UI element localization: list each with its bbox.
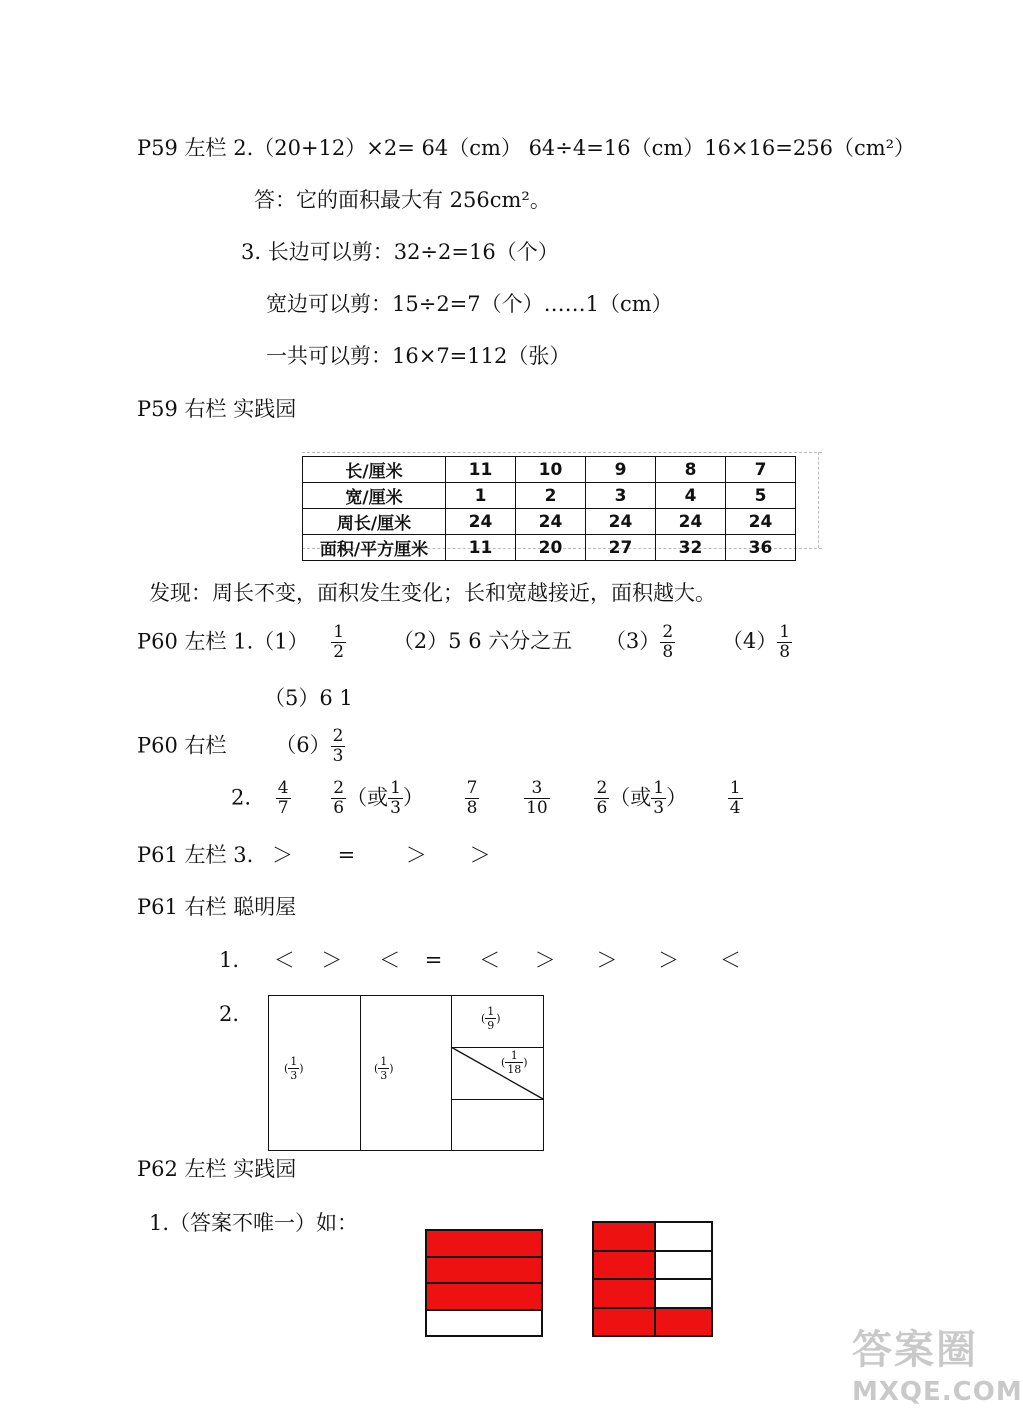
divider-line: [451, 1099, 543, 1100]
q2-label: 2.: [219, 1002, 240, 1026]
fraction: [777, 624, 792, 662]
table-row: [303, 457, 796, 483]
comparison-symbol: ＞: [469, 843, 491, 867]
or-open: （或: [609, 785, 652, 810]
empty-cell: [655, 1279, 712, 1308]
diagonal-line: [451, 1047, 543, 1099]
row-label: 面积/平方厘米: [303, 535, 446, 561]
fraction-diagram: [268, 995, 544, 1151]
comparison-symbol: ＞: [596, 948, 618, 972]
watermark-title: 答案圈: [852, 1327, 978, 1373]
comparison-symbol: ＞: [271, 843, 293, 867]
denominator: 8: [662, 641, 674, 662]
table-cell: 2: [516, 483, 586, 509]
empty-cell: [655, 1251, 712, 1279]
table-cell: 11: [446, 457, 516, 483]
fraction: [331, 728, 346, 766]
comparison-symbol: =: [424, 948, 443, 972]
table-cell: 11: [446, 535, 516, 561]
shaded-cell: [593, 1222, 655, 1251]
numerator: 1: [729, 778, 741, 798]
shaded-cell: [593, 1279, 655, 1308]
table-cell: 24: [656, 509, 726, 535]
shaded-cell: [426, 1283, 542, 1310]
table-cell: 9: [586, 457, 656, 483]
comparison-symbol: ＞: [658, 948, 680, 972]
comparison-symbol: ＜: [719, 948, 741, 972]
table-cell: 3: [586, 483, 656, 509]
rectangle-data-table: [302, 456, 796, 561]
shaded-cell: [593, 1251, 655, 1279]
denominator: 6: [333, 797, 345, 818]
or-close: ）: [666, 785, 688, 810]
numerator: 1: [653, 778, 665, 798]
table-guide-right: [818, 452, 819, 548]
fraction: [331, 624, 346, 662]
fraction: [465, 780, 480, 818]
comparison-symbol: ＞: [321, 948, 343, 972]
row-label: 周长/厘米: [303, 509, 446, 535]
divider-line: [360, 996, 361, 1150]
shaded-cell: [426, 1230, 542, 1257]
denominator: 8: [466, 797, 478, 818]
row-label: 宽/厘米: [303, 483, 446, 509]
fraction: [288, 1056, 299, 1081]
table-cell: 24: [516, 509, 586, 535]
table-cell: 24: [586, 509, 656, 535]
p61-left-prefix: P61 左栏 3.: [137, 843, 254, 867]
table-cell: 5: [726, 483, 796, 509]
denominator: 3: [290, 1068, 298, 1082]
fraction: [594, 780, 609, 818]
table-cell: 10: [516, 457, 586, 483]
table-cell: 1: [446, 483, 516, 509]
comparison-symbol: ＜: [273, 948, 295, 972]
or-open: （或: [346, 785, 389, 810]
p62-left-heading: P62 左栏 实践园: [137, 1157, 297, 1181]
p60-part6: （6）: [275, 733, 331, 758]
empty-cell: [426, 1310, 542, 1336]
fraction: [378, 1056, 389, 1081]
denominator: 10: [526, 797, 548, 818]
numerator: 1: [779, 622, 791, 642]
denominator: 2: [333, 641, 345, 662]
table-guide-top: [302, 452, 822, 453]
comparison-symbol: =: [337, 843, 356, 867]
fraction: [485, 1006, 496, 1031]
table-cell: 8: [656, 457, 726, 483]
shaded-grid-2: [592, 1221, 713, 1337]
fraction: [660, 624, 675, 662]
table-cell: 4: [656, 483, 726, 509]
numerator: 2: [596, 778, 608, 798]
shaded-cell: [593, 1308, 655, 1336]
denominator: 9: [487, 1018, 495, 1032]
denominator: 18: [507, 1062, 522, 1076]
denominator: 7: [277, 797, 289, 818]
shaded-cell: [655, 1308, 712, 1336]
p59-right-heading: P59 右栏 实践园: [137, 397, 297, 421]
comparison-symbol: ＜: [379, 948, 401, 972]
table-cell: 7: [726, 457, 796, 483]
fraction: [728, 780, 743, 818]
p60-part2: （2）5 6 六分之五: [392, 629, 573, 654]
table-row: [303, 509, 796, 535]
table-cell: 20: [516, 535, 586, 561]
fraction: [276, 780, 291, 818]
p60-left-prefix: P60 左栏 1.（1）: [137, 629, 309, 654]
fraction: [331, 780, 346, 818]
p59-answer-line: 答：它的面积最大有 256cm²。: [254, 188, 551, 212]
numerator: 1: [290, 1055, 298, 1068]
comparison-symbol: ＜: [479, 948, 501, 972]
watermark-url: MXQE.COM: [852, 1377, 1023, 1407]
p60-part3: （3）: [604, 629, 661, 654]
p60-left-line: [137, 624, 792, 662]
or-close: ）: [402, 785, 424, 810]
denominator: 3: [380, 1068, 388, 1082]
q2-label: 2.: [231, 785, 252, 810]
p60-right-line: [137, 728, 345, 766]
numerator: 1: [380, 1055, 388, 1068]
row-label: 长/厘米: [303, 457, 446, 483]
comparison-symbol: ＞: [405, 843, 427, 867]
numerator: 7: [466, 778, 478, 798]
p60-right-prefix: P60 右栏: [137, 733, 227, 758]
numerator: 1: [487, 1005, 495, 1018]
comparison-symbol: ＞: [534, 948, 556, 972]
denominator: 3: [332, 745, 344, 766]
fraction: [651, 780, 666, 818]
table-row: [303, 535, 796, 561]
p59-left-line: P59 左栏 2.（20+12）×2= 64（cm） 64÷4=16（cm）16×16=256（cm²）: [137, 136, 916, 160]
region-label-d: ( $\frac{1}{18}$ ): [501, 1049, 528, 1076]
denominator: 8: [779, 641, 791, 662]
p60-part5: （5）6 1: [264, 686, 353, 710]
q3-total-line: 一共可以剪：16×7=112（张）: [266, 344, 571, 368]
region-label-c: ( $\frac{1}{9}$ ): [481, 1005, 501, 1032]
fraction: [524, 780, 550, 818]
denominator: 6: [596, 797, 608, 818]
numerator: 1: [390, 778, 401, 798]
shaded-grid-1: [425, 1229, 543, 1337]
p61-right-heading: P61 右栏 聪明屋: [137, 895, 297, 919]
table-cell: 36: [726, 535, 796, 561]
p62-q1-line: 1.（答案不唯一）如：: [149, 1211, 359, 1235]
numerator: 1: [510, 1049, 518, 1062]
region-label-a: ( $\frac{1}{3}$ ): [284, 1055, 304, 1082]
table-cell: 32: [656, 535, 726, 561]
p60-part4: （4）: [721, 629, 778, 654]
q3-long-line: 3. 长边可以剪：32÷2=16（个）: [241, 240, 559, 264]
q3-wide-line: 宽边可以剪：15÷2=7（个）……1（cm）: [266, 292, 673, 316]
numerator: 2: [333, 778, 345, 798]
p61-q1-line: [219, 950, 741, 971]
empty-cell: [655, 1222, 712, 1251]
numerator: 4: [277, 778, 289, 798]
table-cell: 24: [446, 509, 516, 535]
region-label-b: ( $\frac{1}{3}$ ): [374, 1055, 394, 1082]
numerator: 1: [333, 622, 345, 642]
numerator: 2: [662, 622, 674, 642]
q2-fractions-line: [231, 780, 743, 818]
q1-label: 1.: [219, 948, 240, 972]
discovery-line: 发现：周长不变，面积发生变化；长和宽越接近，面积越大。: [149, 581, 716, 605]
table-cell: 27: [586, 535, 656, 561]
denominator: 3: [653, 797, 665, 818]
numerator: 2: [332, 726, 344, 746]
denominator: 4: [729, 797, 741, 818]
denominator: 3: [390, 797, 401, 818]
fraction: [388, 780, 403, 818]
fraction: [505, 1050, 523, 1075]
shaded-cell: [426, 1257, 542, 1283]
p61-left-line: [137, 845, 491, 866]
watermark-logo: [852, 1318, 1023, 1407]
table-cell: 24: [726, 509, 796, 535]
numerator: 3: [531, 778, 543, 798]
table-row: [303, 483, 796, 509]
